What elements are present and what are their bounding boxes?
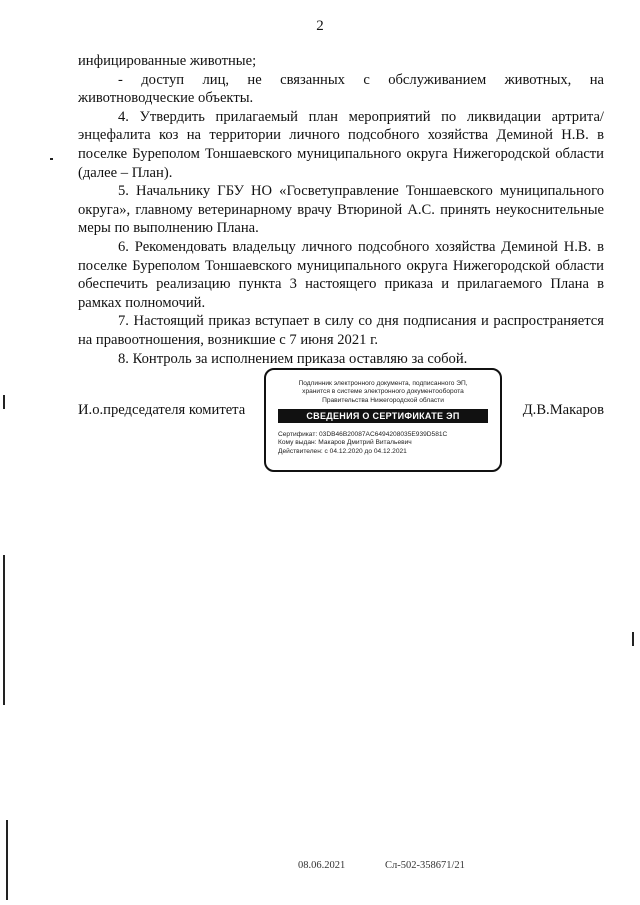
stamp-certificate-details <box>278 431 488 456</box>
stamp-header <box>266 380 500 405</box>
signatory-title: И.о.председателя комитета <box>78 402 246 418</box>
certificate-number: Сертификат: 03DB46B20087AC6494208035E939D581C <box>278 431 448 439</box>
certificate-owner: Кому выдан: Макаров Дмитрий Витальевич <box>278 439 412 447</box>
signature-block <box>78 368 604 478</box>
paragraph-item-5: 5. Начальнику ГБУ НО «Госветуправление Тоншаевского муниципального округа», главному ветеринарному врачу Втюриной А.С. принять неукоснительные меры по выполнению Плана. <box>78 183 604 237</box>
paragraph-infected-animals: инфицированные животные; <box>78 53 257 69</box>
scan-artifact <box>50 158 53 160</box>
paragraph-item-7: 7. Настоящий приказ вступает в силу со дня подписания и распространяется на правоотношения, возникшие с 7 июня 2021 г. <box>78 313 604 348</box>
certificate-validity: Действителен: с 04.12.2020 до 04.12.2021 <box>278 447 407 455</box>
scan-artifact <box>632 632 634 646</box>
stamp-header-line: хранится в системе электронного документооборота <box>302 388 464 396</box>
scan-artifact <box>3 395 5 409</box>
scan-artifact <box>6 820 8 900</box>
scan-artifact <box>3 555 5 705</box>
paragraph-item-4: 4. Утвердить прилагаемый план мероприятий по ликвидации артрита/энцефалита коз на территории личного подсобного хозяйства Деминой Н.В. в поселке Буреполом Тоншаевского муниципального округа Нижегородской области (далее – План). <box>78 108 604 181</box>
signatory-name: Д.В.Макаров <box>522 402 604 418</box>
stamp-header-line: Подлинник электронного документа, подписанного ЭП, <box>298 380 468 387</box>
stamp-header-line: Правительства Нижегородской области <box>322 396 444 404</box>
footer-reference: Сл-502-358671/21 <box>385 860 465 871</box>
document-body <box>78 52 604 368</box>
page-number: 2 <box>316 18 324 34</box>
electronic-signature-stamp <box>264 368 502 472</box>
stamp-banner: СВЕДЕНИЯ О СЕРТИФИКАТЕ ЭП <box>278 409 488 423</box>
paragraph-item-8: 8. Контроль за исполнением приказа оставляю за собой. <box>118 350 468 367</box>
paragraph-access-restriction: - доступ лиц, не связанных с обслуживанием животных, на животноводческие объекты. <box>78 71 604 107</box>
paragraph-item-6: 6. Рекомендовать владельцу личного подсобного хозяйства Деминой Н.В. в поселке Буреполом Тоншаевского муниципального округа Нижегородской области обеспечить реализацию пункта 3 настоящего приказа и прилагаемого Плана в рамках полномочий. <box>78 238 604 311</box>
footer-date: 08.06.2021 <box>298 860 346 871</box>
